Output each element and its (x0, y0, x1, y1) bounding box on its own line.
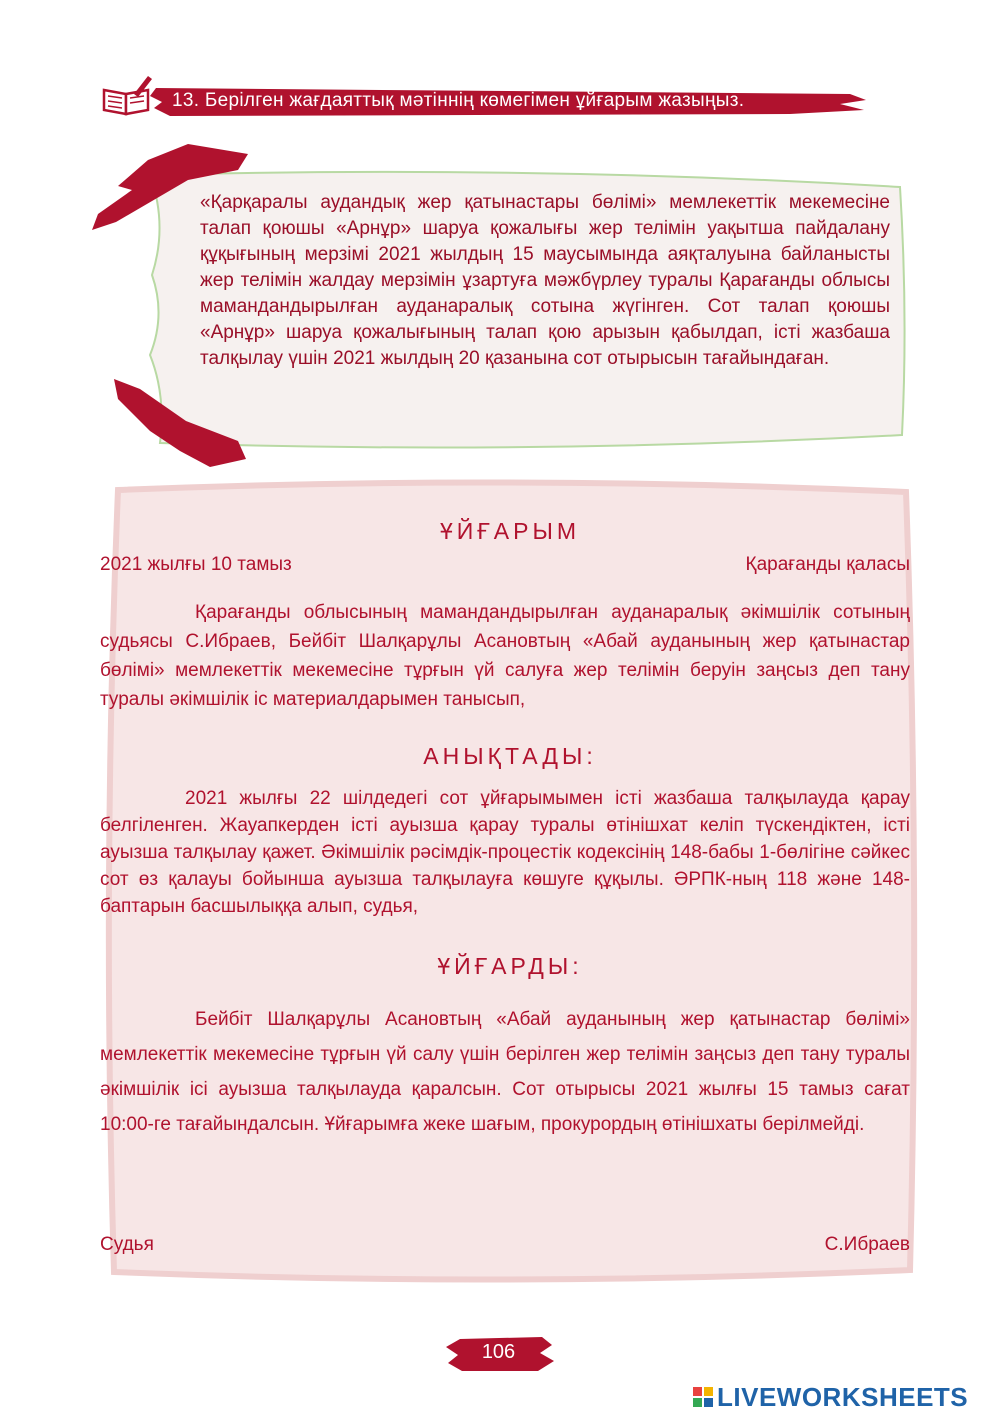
ruling-date: 2021 жылғы 10 тамыз (100, 554, 292, 575)
page-number: 106 (481, 1341, 516, 1363)
brush-stroke-decoration (110, 375, 250, 470)
established-heading: АНЫҚТАДЫ: (423, 743, 597, 769)
liveworksheets-logo[interactable] (693, 1382, 968, 1412)
decided-heading: ҰЙҒАРДЫ: (437, 953, 583, 979)
ruling-city: Қарағанды қаласы (745, 554, 910, 575)
ruling-intro: Қарағанды облысының мамандандырылған ауданаралық әкімшілік сотының судьясы С.Ибраев, Бейбіт Шалқарұлы Асановтың «Абай ауданының жер қатынастар бөлімі» мемлекеттік мекемесіне тұрғын үй салуға жер телімін беруін заңсыз деп тану туралы әкімшілік іс материалдарымен танысып, (100, 602, 910, 710)
open-book-pencil-icon (100, 74, 156, 118)
logo-cubes-icon (693, 1387, 713, 1407)
judge-label: Судья (100, 1234, 154, 1255)
ruling-heading: ҰЙҒАРЫМ (440, 518, 580, 544)
decided-text: Бейбіт Шалқарұлы Асановтың «Абай ауданының жер қатынастар бөлімі» мемлекеттік мекемесіне тұрғын үй салу үшін берілген жер телімін заңсыз деп тану туралы әкімшілік ісі ауызша талқылауда қаралсын. Сот отырысы 2021 жылғы 15 тамыз сағат 10:00-ге тағайындалсын. Ұйғарымға жеке шағым, прокурордың өтінішхаты берілмейді. (100, 1009, 910, 1135)
established-text: 2021 жылғы 22 шілдедегі сот ұйғарымымен істі жазбаша талқылауда қарау белгіленген. Жауапкерден істі ауызша қарау туралы өтінішхат келіп түскендіктен, істі ауызша талқылау қажет. Әкімшілік рәсімдік-процестік кодексінің 148-бабы 1-бөлігіне сәйкес сот өз қалауы бойынша ауызша талқылауға көшуге құқылы. ӘРПК-ның 118 және 148-баптарын басшылыққа алып, судья, (100, 788, 910, 917)
case-description: «Қарқаралы аудандық жер қатынастары бөлімі» мемлекеттік мекемесіне талап қоюшы «Арнұр» шаруа қожалығы жер телімін уақытша пайдалану құқығының мерзімі 2021 жылдың 15 маусымында аяқталуына байланысты жер телімін жалдау мерзімін ұзартуға мәжбүрлеу туралы Қарағанды облысы мамандандырылған ауданаралық сотына жүгінген. Сот талап қоюшы «Арнұр» шаруа қожалығының талап қою арызын қабылдап, істі жазбаша талқылау үшін 2021 жылдың 20 қазанына сот отырысын тағайындаған. (200, 192, 890, 369)
logo-text: LIVEWORKSHEETS (717, 1381, 969, 1412)
judge-name: С.Ибраев (824, 1234, 910, 1255)
task-title: 13. Берілген жағдаяттық мәтіннің көмегімен ұйғарым жазыңыз. (172, 90, 745, 111)
